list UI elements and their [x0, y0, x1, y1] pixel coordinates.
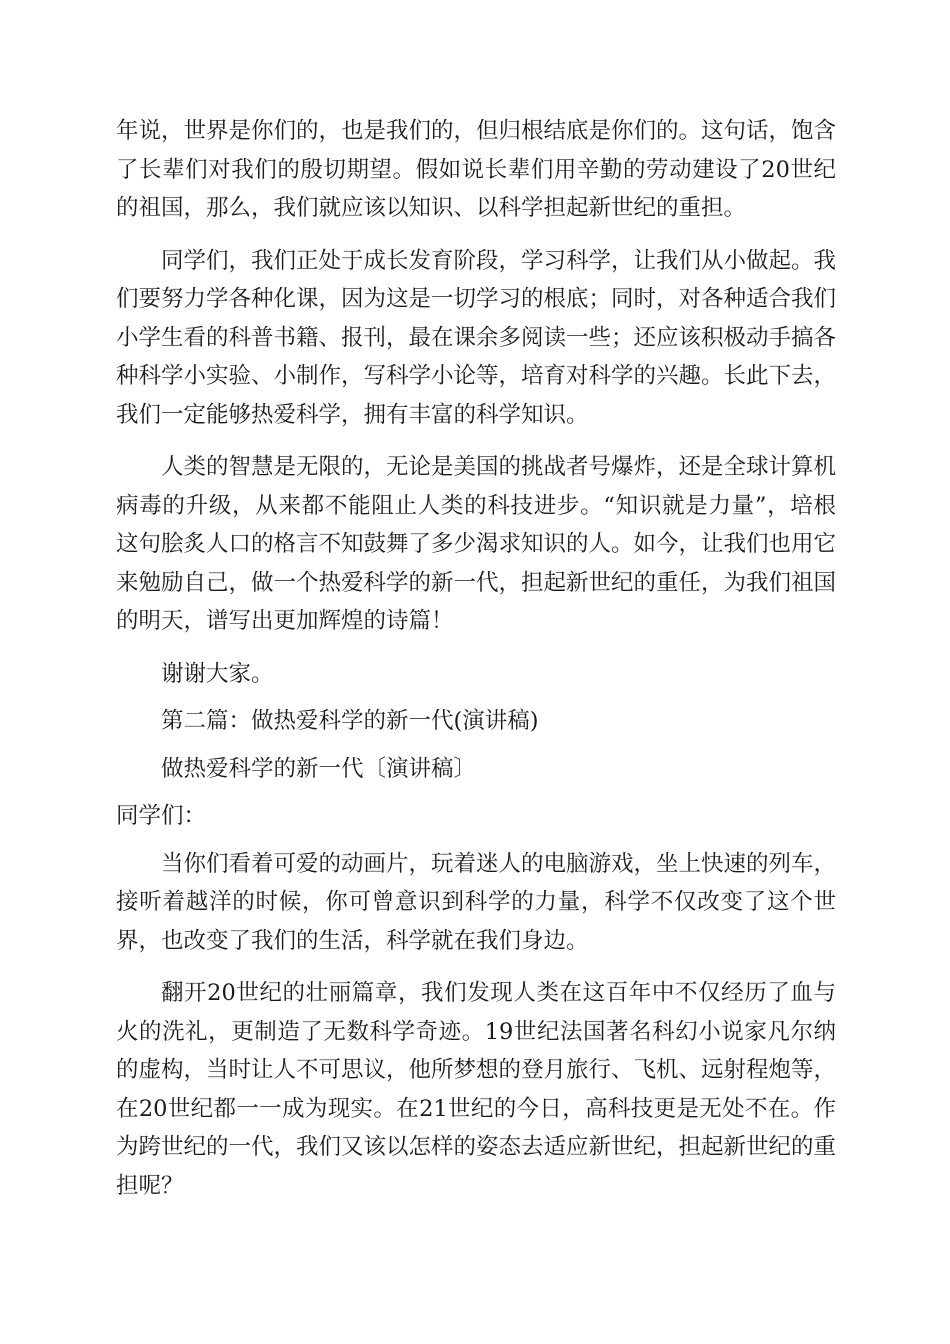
salutation: 同学们：: [116, 803, 207, 829]
paragraph-20th-century: 翻开20世纪的壮丽篇章，我们发现人类在这百年中不仅经历了血与火的洗礼，更制造了无数科学奇迹。19世纪法国著名科幻小说家凡尔纳的虚构，当时让人不可思议，他所梦想的登月旅行、飞机、远射程炮等，在20世纪都一一成为现实。在21世纪的今日，高科技更是无处不在。作为跨世纪的一代，我们又该以怎样的姿态去适应新世纪，担起新世纪的重担呢？: [116, 980, 837, 1199]
document-page: [116, 112, 836, 1205]
paragraph-science-around-us: 当你们看着可爱的动画片，玩着迷人的电脑游戏，坐上快速的列车，接听着越洋的时候，你可曾意识到科学的力量，科学不仅改变了这个世界，也改变了我们的生活，科学就在我们身边。: [116, 850, 837, 954]
section-heading: 第二篇：做热爱科学的新一代(演讲稿): [161, 708, 539, 734]
paragraph-study-science: 同学们，我们正处于成长发育阶段，学习科学，让我们从小做起。我们要努力学各种化课，因为这是一切学习的根底；同时，对各种适合我们小学生看的科普书籍、报刊，最在课余多阅读一些；还应该积极动手搞各种科学小实验、小制作，写科学小论等，培育对科学的兴趣。长此下去，我们一定能够热爱科学，拥有丰富的科学知识。: [116, 247, 837, 428]
speech-title: 做热爱科学的新一代〔演讲稿〕: [161, 755, 477, 782]
paragraph-continuation: 年说，世界是你们的，也是我们的，但归根结底是你们的。这句话，饱含了长辈们对我们的殷切期望。假如说长辈们用辛勤的劳动建设了20世纪的祖国，那么，我们就应该以知识、以科学担起新世纪的重担。: [116, 118, 837, 221]
paragraph-thanks: 谢谢大家。: [161, 660, 274, 687]
paragraph-human-wisdom: 人类的智慧是无限的，无论是美国的挑战者号爆炸，还是全球计算机病毒的升级，从来都不能阻止人类的科技进步。“知识就是力量”，培根这句脍炙人口的格言不知鼓舞了多少渴求知识的人。如今，让我们也用它来勉励自己，做一个热爱科学的新一代，担起新世纪的重任，为我们祖国的明天，谱写出更加辉煌的诗篇！: [116, 454, 837, 634]
